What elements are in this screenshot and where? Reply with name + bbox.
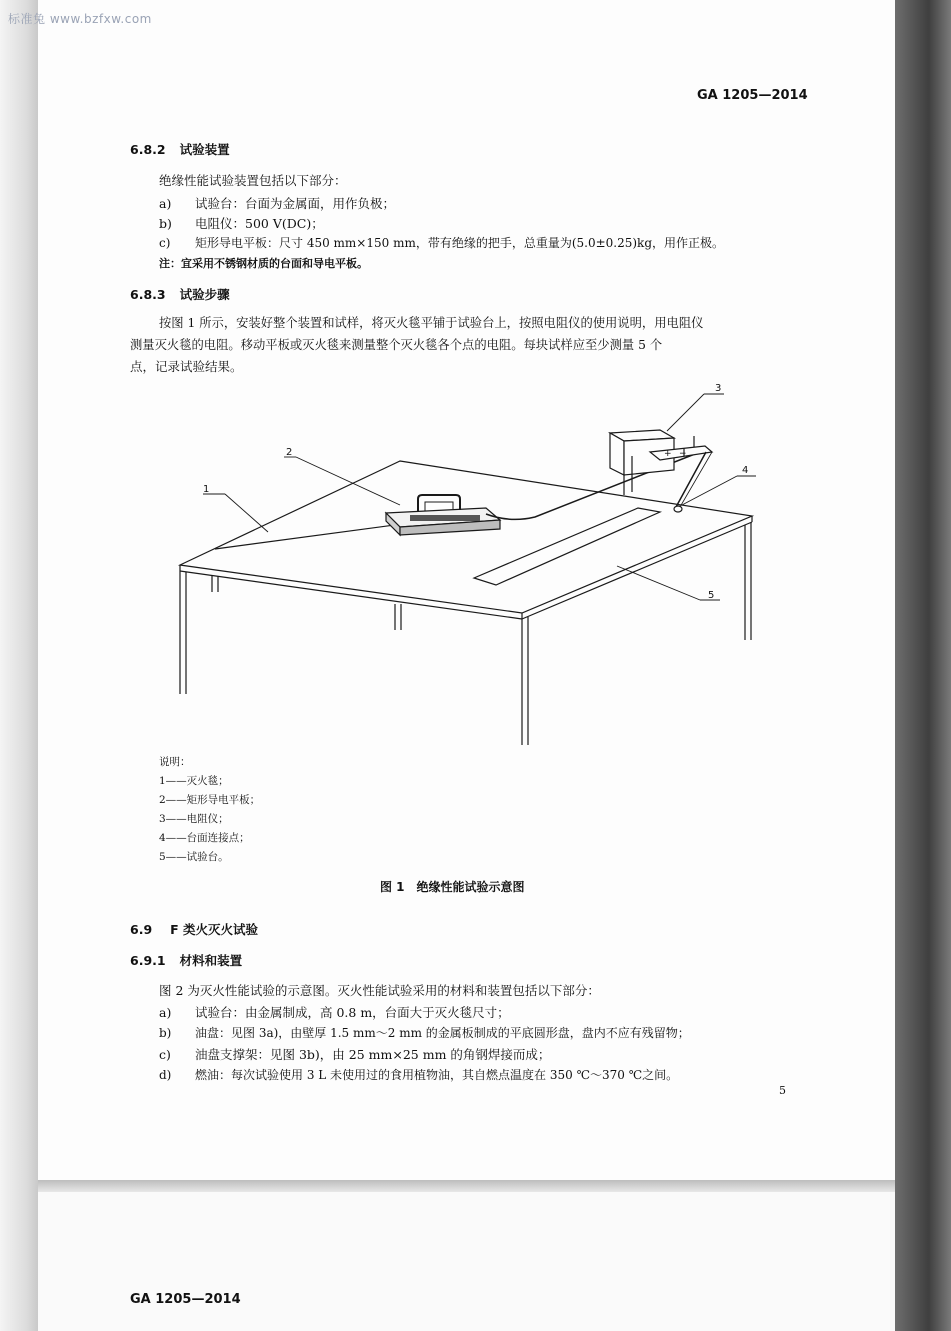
- section-title: F 类火灭火试验: [170, 922, 259, 937]
- meter-plus-sign: +: [664, 449, 672, 459]
- list-marker: b): [159, 216, 172, 231]
- resistance-meter: [610, 430, 712, 495]
- callout-3: 3: [715, 383, 722, 394]
- legend-item: 3——电阻仪；: [159, 813, 229, 825]
- list-text: 燃油：每次试验使用 3 L 未使用过的食用植物油，其自燃点温度在 350 ℃～370 ℃之间。: [195, 1068, 679, 1082]
- list-marker: b): [159, 1026, 172, 1040]
- figure-caption: 图 1 绝缘性能试验示意图: [380, 880, 525, 894]
- legend-item: 5——试验台。: [159, 851, 229, 863]
- callout-2: 2: [286, 447, 293, 458]
- s683-line-3: 点，记录试验结果。: [130, 359, 243, 374]
- list-marker: d): [159, 1068, 172, 1082]
- section-number: 6.8.2: [130, 142, 166, 157]
- legend-item: 1——灭火毯；: [159, 775, 229, 787]
- section-title: 试验步骤: [179, 287, 230, 302]
- s682-note: 注：宜采用不锈钢材质的台面和导电平板。: [159, 257, 368, 270]
- page-number: 5: [779, 1084, 786, 1097]
- list-text: 矩形导电平板：尺寸 450 mm×150 mm，带有绝缘的把手，总重量为(5.0±0.25)kg，用作正极。: [195, 236, 724, 250]
- section-6-9-1-heading: [130, 951, 242, 969]
- watermark: 标准兔 www.bzfxw.com: [8, 12, 152, 26]
- meter-minus-sign: −: [679, 449, 687, 459]
- section-number: 6.8.3: [130, 287, 166, 302]
- list-text: 油盘：见图 3a)，由壁厚 1.5 mm～2 mm 的金属板制成的平底圆形盘，盘内不应有残留物；: [195, 1026, 690, 1040]
- callout-4: 4: [742, 465, 749, 476]
- section-6-9-heading: [130, 920, 258, 938]
- list-item: [159, 1066, 678, 1083]
- list-marker: a): [159, 196, 172, 211]
- legend-title: 说明：: [159, 756, 191, 768]
- next-page-header-code: GA 1205—2014: [130, 1292, 241, 1307]
- callout-5: 5: [708, 590, 715, 601]
- list-text: 油盘支撑架：见图 3b)，由 25 mm×25 mm 的角钢焊接而成；: [195, 1047, 551, 1062]
- list-item: [159, 1003, 510, 1021]
- page-header-code: GA 1205—2014: [697, 88, 808, 103]
- list-marker: c): [159, 1047, 171, 1062]
- s683-line-2: 测量灭火毯的电阻。移动平板或灭火毯来测量整个灭火毯各个点的电阻。每块试样应至少测量 5 个: [130, 338, 663, 352]
- list-item: [159, 1045, 550, 1063]
- list-marker: a): [159, 1005, 172, 1020]
- s683-line-1: 按图 1 所示，安装好整个装置和试样，将灭火毯平铺于试验台上，按照电阻仪的使用说明，用电阻仪: [159, 316, 704, 330]
- list-marker: c): [159, 236, 171, 250]
- section-title: 材料和装置: [179, 953, 243, 968]
- list-text: 试验台：由金属制成，高 0.8 m，台面大于灭火毯尺寸；: [195, 1005, 510, 1020]
- s691-intro: 图 2 为灭火性能试验的示意图。灭火性能试验采用的材料和装置包括以下部分：: [159, 983, 600, 998]
- section-number: 6.9.1: [130, 953, 166, 968]
- table-top: [180, 461, 752, 613]
- legend-item: 4——台面连接点；: [159, 832, 250, 844]
- s682-intro: 绝缘性能试验装置包括以下部分：: [159, 173, 347, 188]
- section-number: 6.9: [130, 922, 153, 937]
- connection-point: [674, 506, 682, 512]
- callout-1: 1: [203, 484, 210, 495]
- section-title: 试验装置: [179, 142, 230, 157]
- list-text: 电阻仪：500 V(DC)；: [195, 216, 324, 231]
- legend-item: 2——矩形导电平板；: [159, 794, 261, 806]
- list-item: [159, 1024, 690, 1041]
- list-text: 试验台：台面为金属面，用作负极；: [195, 196, 396, 211]
